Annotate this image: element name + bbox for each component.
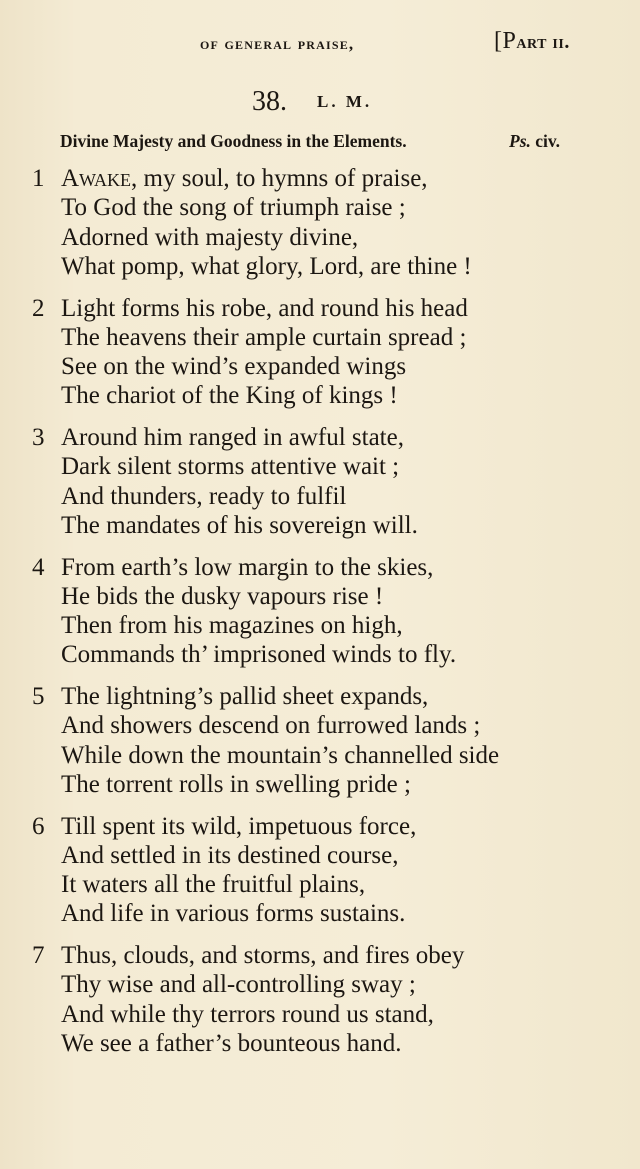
stanza [0, 423, 640, 553]
reference-abbr: Ps. [509, 131, 531, 151]
verse-line: Commands th’ imprisoned winds to fly. [61, 641, 457, 669]
hymn-subtitle-text: Divine Majesty and Goodness in the Elements. [60, 131, 407, 151]
stanza-number: 5 [32, 683, 45, 710]
running-head [0, 28, 640, 68]
verse-line: It waters all the fruitful plains, [61, 871, 366, 899]
verse-line: What pomp, what glory, Lord, are thine ! [61, 252, 472, 280]
hymn-meter: L. M. [317, 92, 373, 111]
stanza [0, 553, 640, 683]
stanza [0, 812, 640, 942]
stanza [0, 941, 640, 1071]
scripture-reference [509, 131, 560, 152]
stanza-number: 2 [32, 294, 45, 322]
verse-line: We see a father’s bounteous hand. [61, 1029, 402, 1057]
part-rest: art ii. [516, 31, 570, 53]
verse-line: Thy wise and all-controlling sway ; [61, 971, 416, 999]
stanza [0, 164, 640, 294]
verse-line: Light forms his robe, and round his head [61, 294, 468, 322]
verse-line: While down the mountain’s channelled side [61, 741, 500, 769]
stanza-number: 3 [32, 424, 45, 451]
running-head-title: of general praise, [200, 34, 355, 53]
verse-line: He bids the dusky vapours rise ! [61, 582, 384, 610]
hymn-number: 38. [252, 86, 287, 117]
verse-line: The torrent rolls in swelling pride ; [61, 770, 411, 798]
part-initial: P [502, 28, 517, 54]
stanza [0, 294, 640, 424]
verse-line: And showers descend on furrowed lands ; [61, 712, 481, 740]
part-bracket: [ [494, 28, 503, 54]
verse-line: The heavens their ample curtain spread ; [61, 323, 467, 351]
stanza-number: 4 [32, 553, 45, 581]
verse-line: And settled in its destined course, [61, 841, 399, 869]
verse-line: And thunders, ready to fulfil [61, 482, 347, 510]
stanza [0, 682, 640, 812]
stanza-number: 6 [32, 812, 45, 840]
hymn-stanzas [0, 164, 640, 1071]
hymn-subtitle [60, 131, 561, 152]
verse-line: Dark silent storms attentive wait ; [61, 453, 400, 481]
stanza-number: 1 [32, 165, 45, 192]
verse-line: Thus, clouds, and storms, and fires obey [61, 942, 465, 969]
verse-line: Adorned with majesty divine, [61, 223, 359, 251]
verse-line: From earth’s low margin to the skies, [61, 553, 434, 581]
verse-line: And life in various forms sustains. [61, 900, 406, 928]
running-head-part [494, 28, 570, 55]
verse-line: Then from his magazines on high, [61, 612, 403, 640]
verse-first-word: Awake, [61, 165, 138, 192]
verse-line: See on the wind’s expanded wings [61, 353, 407, 381]
verse-line: Till spent its wild, impetuous force, [61, 812, 417, 840]
verse-line: The chariot of the King of kings ! [61, 382, 398, 410]
verse-line: Around him ranged in awful state, [61, 424, 404, 451]
stanza-number: 7 [32, 942, 45, 969]
verse-line: And while thy terrors round us stand, [61, 1000, 434, 1028]
verse-line [61, 164, 428, 193]
verse-line: To God the song of triumph raise ; [61, 194, 406, 222]
verse-line-rest: my soul, to hymns of praise, [137, 165, 428, 192]
reference-psalm: civ. [535, 131, 561, 151]
verse-line: The lightning’s pallid sheet expands, [61, 683, 429, 710]
hymn-heading [252, 86, 372, 118]
verse-line: The mandates of his sovereign will. [61, 511, 418, 539]
